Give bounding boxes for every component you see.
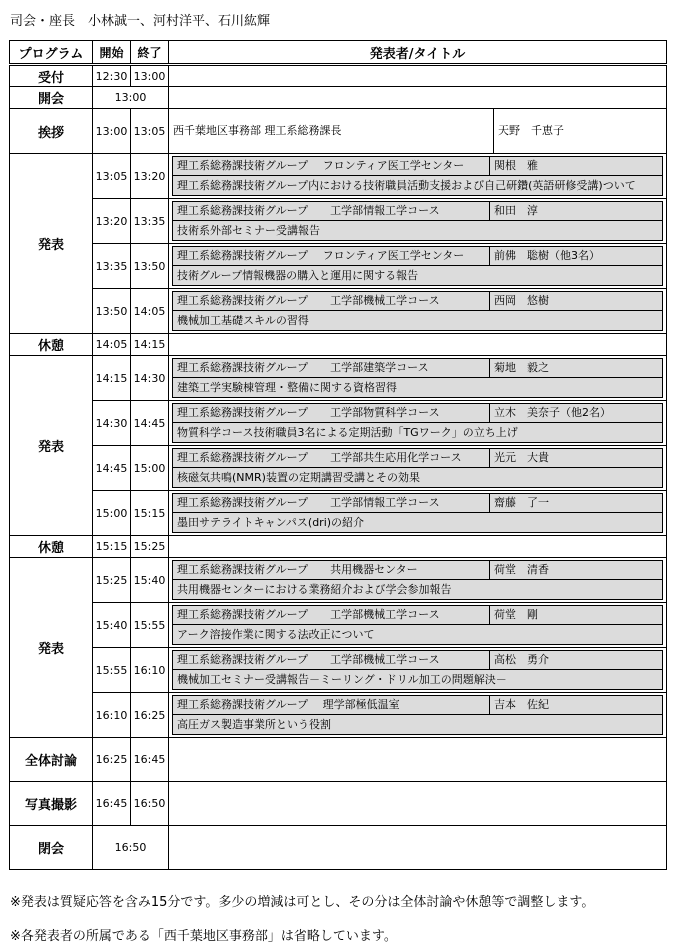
greeting-name: 天野 千恵子 <box>498 124 564 137</box>
presentation-title: 高圧ガス製造事業所という役割 <box>173 715 662 734</box>
s3-0-end: 15:40 <box>131 558 169 603</box>
session2-label: 発表 <box>10 356 93 536</box>
presenter-name: 高松 勇介 <box>494 653 549 666</box>
break1-end: 14:15 <box>131 334 169 356</box>
presenter-affiliation: 理工系総務課技術グループ 工学部共生応用化学コース <box>173 449 490 467</box>
s2-1-end: 14:45 <box>131 401 169 446</box>
row-discussion <box>10 738 667 782</box>
row-s2-1 <box>10 401 667 446</box>
reception-start: 12:30 <box>93 65 131 87</box>
row-s1-1 <box>10 199 667 244</box>
presentation <box>172 695 663 735</box>
greeting-end: 13:05 <box>131 109 169 154</box>
row-photo <box>10 782 667 826</box>
presenter-affiliation: 理工系総務課技術グループ フロンティア医工学センター <box>173 157 490 175</box>
row-s3-0 <box>10 558 667 603</box>
discussion-end: 16:45 <box>131 738 169 782</box>
photo-body <box>169 782 667 826</box>
break1-start: 14:05 <box>93 334 131 356</box>
presentation <box>172 560 663 600</box>
presentation <box>172 605 663 645</box>
presentation-title: 墨田サテライトキャンパス(dri)の紹介 <box>173 513 662 532</box>
opening-label: 開会 <box>10 87 93 109</box>
presenter-affiliation: 理工系総務課技術グループ 工学部物質科学コース <box>173 404 490 422</box>
photo-end: 16:50 <box>131 782 169 826</box>
presenter-affiliation: 理工系総務課技術グループ 工学部機械工学コース <box>173 292 490 310</box>
row-closing <box>10 826 667 870</box>
row-s1-3 <box>10 289 667 334</box>
col-start: 開始 <box>93 41 131 65</box>
presenter-name: 菊地 毅之 <box>494 361 549 374</box>
presenter-name: 荷堂 剛 <box>494 608 538 621</box>
s1-1-start: 13:20 <box>93 199 131 244</box>
presentation-title: 技術系外部セミナー受講報告 <box>173 221 662 240</box>
row-s3-1 <box>10 603 667 648</box>
presenter-name: 関根 雅 <box>494 159 538 172</box>
moderators: 司会・座長 小林誠一、河村洋平、石川紘輝 <box>10 14 271 29</box>
presentation <box>172 493 663 533</box>
s2-2-end: 15:00 <box>131 446 169 491</box>
s3-3-end: 16:25 <box>131 693 169 738</box>
presenter-affiliation: 理工系総務課技術グループ 工学部情報工学コース <box>173 202 490 220</box>
reception-end: 13:00 <box>131 65 169 87</box>
presenter-affiliation: 理工系総務課技術グループ 工学部機械工学コース <box>173 651 490 669</box>
row-s2-0 <box>10 356 667 401</box>
row-s3-2 <box>10 648 667 693</box>
presentation <box>172 156 663 196</box>
break1-body <box>169 334 667 356</box>
presenter-name: 和田 淳 <box>494 204 538 217</box>
closing-time: 16:50 <box>93 826 169 870</box>
s2-0-start: 14:15 <box>93 356 131 401</box>
s3-0-start: 15:25 <box>93 558 131 603</box>
s2-1-start: 14:30 <box>93 401 131 446</box>
closing-label: 閉会 <box>10 826 93 870</box>
presentation-title: 共用機器センターにおける業務紹介および学会参加報告 <box>173 580 662 599</box>
row-opening <box>10 87 667 109</box>
s2-3-start: 15:00 <box>93 491 131 536</box>
s1-2-start: 13:35 <box>93 244 131 289</box>
break2-start: 15:15 <box>93 536 131 558</box>
s1-2-end: 13:50 <box>131 244 169 289</box>
col-presenter: 発表者/タイトル <box>169 41 667 65</box>
col-program: プログラム <box>10 41 93 65</box>
presenter-name: 立木 美奈子（他2名） <box>494 406 611 419</box>
presentation <box>172 358 663 398</box>
row-greeting <box>10 109 667 154</box>
reception-body <box>169 65 667 87</box>
s3-2-start: 15:55 <box>93 648 131 693</box>
row-s1-0 <box>10 154 667 199</box>
greeting-label: 挨拶 <box>10 109 93 154</box>
presenter-name: 光元 大貴 <box>494 451 549 464</box>
row-break2 <box>10 536 667 558</box>
presentation <box>172 246 663 286</box>
break2-body <box>169 536 667 558</box>
s2-2-start: 14:45 <box>93 446 131 491</box>
row-reception <box>10 65 667 87</box>
session1-label: 発表 <box>10 154 93 334</box>
presenter-affiliation: 理工系総務課技術グループ 工学部機械工学コース <box>173 606 490 624</box>
presenter-affiliation: 理工系総務課技術グループ 工学部建築学コース <box>173 359 490 377</box>
presentation <box>172 201 663 241</box>
presentation-title: 技術グループ情報機器の購入と運用に関する報告 <box>173 266 662 285</box>
photo-label: 写真撮影 <box>10 782 93 826</box>
discussion-label: 全体討論 <box>10 738 93 782</box>
greeting-start: 13:00 <box>93 109 131 154</box>
presentation-title: アーク溶接作業に関する法改正について <box>173 625 662 644</box>
col-end: 終了 <box>131 41 169 65</box>
reception-label: 受付 <box>10 65 93 87</box>
s3-2-end: 16:10 <box>131 648 169 693</box>
break2-label: 休憩 <box>10 536 93 558</box>
opening-body <box>169 87 667 109</box>
presentation-title: 理工系総務課技術グループ内における技術職員活動支援および自己研鑽(英語研修受講)ついて <box>173 176 662 195</box>
presenter-affiliation: 理工系総務課技術グループ フロンティア医工学センター <box>173 247 490 265</box>
row-s2-2 <box>10 446 667 491</box>
presentation-title: 物質科学コース技術職員3名による定期活動「TGワーク」の立ち上げ <box>173 423 662 442</box>
presentation-title: 核磁気共鳴(NMR)装置の定期講習受講とその効果 <box>173 468 662 487</box>
presenter-name: 西岡 悠樹 <box>494 294 549 307</box>
greeting-affiliation: 西千葉地区事務部 理工系総務課長 <box>169 109 494 153</box>
presenter-name: 齋藤 了一 <box>494 496 549 509</box>
opening-time: 13:00 <box>93 87 169 109</box>
presenter-name: 荷堂 清香 <box>494 563 549 576</box>
presenter-affiliation: 理工系総務課技術グループ 共用機器センター <box>173 561 490 579</box>
s2-0-end: 14:30 <box>131 356 169 401</box>
note-1: ※発表は質疑応答を含み15分です。多少の増減は可とし、その分は全体討論や休憩等で調整します。 <box>10 895 595 910</box>
s1-0-start: 13:05 <box>93 154 131 199</box>
row-break1 <box>10 334 667 356</box>
presenter-name: 前佛 聡樹（他3名） <box>494 249 600 262</box>
row-s3-3 <box>10 693 667 738</box>
table-header <box>10 41 667 65</box>
s1-3-end: 14:05 <box>131 289 169 334</box>
row-s1-2 <box>10 244 667 289</box>
photo-start: 16:45 <box>93 782 131 826</box>
closing-body <box>169 826 667 870</box>
presenter-affiliation: 理工系総務課技術グループ 工学部情報工学コース <box>173 494 490 512</box>
presenter-affiliation: 理工系総務課技術グループ 理学部極低温室 <box>173 696 490 714</box>
presentation-title: 機械加工セミナー受講報告－ミーリング・ドリル加工の問題解決－ <box>173 670 662 689</box>
s3-1-end: 15:55 <box>131 603 169 648</box>
presentation-title: 機械加工基礎スキルの習得 <box>173 311 662 330</box>
presentation <box>172 448 663 488</box>
presentation <box>172 291 663 331</box>
session3-label: 発表 <box>10 558 93 738</box>
program-table <box>9 40 667 870</box>
presenter-name: 吉本 佐紀 <box>494 698 549 711</box>
s1-3-start: 13:50 <box>93 289 131 334</box>
note-2: ※各発表者の所属である「西千葉地区事務部」は省略しています。 <box>10 929 397 944</box>
presentation <box>172 403 663 443</box>
s3-3-start: 16:10 <box>93 693 131 738</box>
s2-3-end: 15:15 <box>131 491 169 536</box>
s1-1-end: 13:35 <box>131 199 169 244</box>
break2-end: 15:25 <box>131 536 169 558</box>
discussion-body <box>169 738 667 782</box>
presentation-title: 建築工学実験棟管理・整備に関する資格習得 <box>173 378 662 397</box>
row-s2-3 <box>10 491 667 536</box>
discussion-start: 16:25 <box>93 738 131 782</box>
presentation <box>172 650 663 690</box>
break1-label: 休憩 <box>10 334 93 356</box>
s1-0-end: 13:20 <box>131 154 169 199</box>
greeting-body <box>169 109 667 154</box>
s3-1-start: 15:40 <box>93 603 131 648</box>
